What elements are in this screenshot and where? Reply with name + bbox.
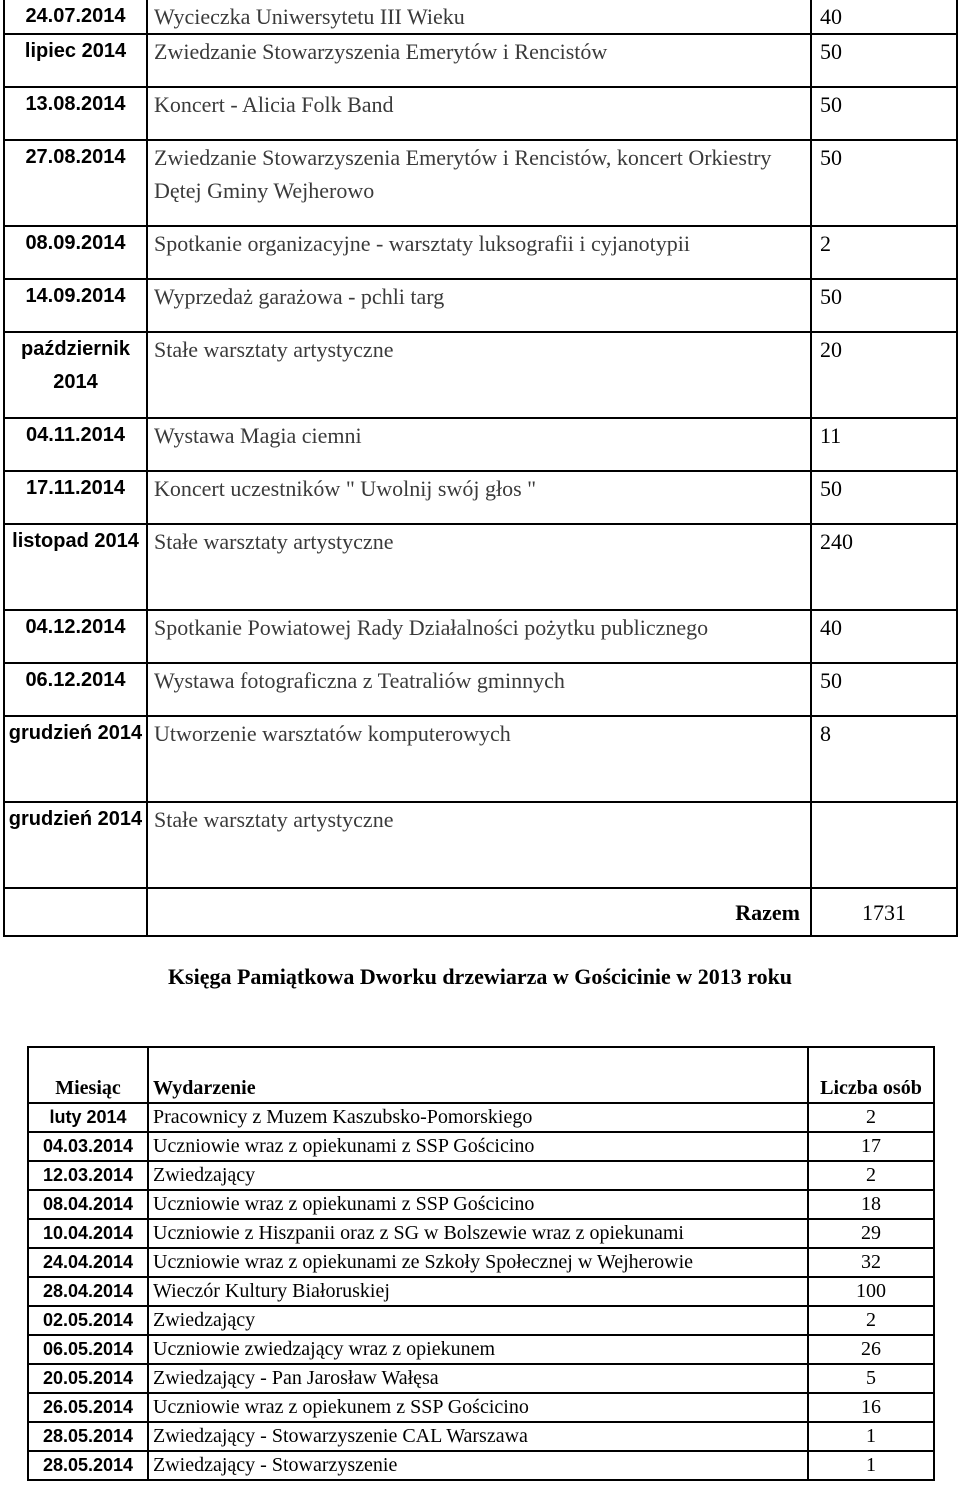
table-row — [4, 279, 957, 332]
table-row — [28, 1161, 934, 1190]
table-row — [4, 524, 957, 610]
row-date: 14.09.2014 — [4, 279, 147, 332]
row-date: 26.05.2014 — [28, 1393, 148, 1422]
row-event: Utworzenie warsztatów komputerowych — [147, 716, 811, 802]
row-event: Pracownicy z Muzem Kaszubsko-Pomorskiego — [148, 1103, 808, 1132]
header-count: Liczba osób — [808, 1047, 934, 1103]
events-table-2014 — [3, 0, 958, 937]
row-count: 5 — [808, 1364, 934, 1393]
table-row — [4, 332, 957, 418]
row-count: 11 — [811, 418, 957, 471]
table-row — [4, 418, 957, 471]
table-row — [28, 1190, 934, 1219]
row-event: Koncert uczestników " Uwolnij swój głos " — [147, 471, 811, 524]
table-row — [28, 1451, 934, 1480]
row-date: listopad 2014 — [4, 524, 147, 610]
row-event: Uczniowie zwiedzający wraz z opiekunem — [148, 1335, 808, 1364]
row-count: 40 — [811, 610, 957, 663]
table-row — [28, 1335, 934, 1364]
table-row — [4, 0, 957, 34]
row-count: 29 — [808, 1219, 934, 1248]
row-date: luty 2014 — [28, 1103, 148, 1132]
row-event: Uczniowie wraz z opiekunami ze Szkoły Społecznej w Wejherowie — [148, 1248, 808, 1277]
row-event: Wycieczka Uniwersytetu III Wieku — [147, 0, 811, 34]
row-count: 8 — [811, 716, 957, 802]
row-date: 04.03.2014 — [28, 1132, 148, 1161]
table-row — [4, 140, 957, 226]
row-date: 17.11.2014 — [4, 471, 147, 524]
row-date: 28.04.2014 — [28, 1277, 148, 1306]
total-row — [4, 888, 957, 936]
row-event: Uczniowie wraz z opiekunami z SSP Gościcino — [148, 1190, 808, 1219]
row-event: Spotkanie Powiatowej Rady Działalności pożytku publicznego — [147, 610, 811, 663]
row-date: 13.08.2014 — [4, 87, 147, 140]
row-count: 1 — [808, 1422, 934, 1451]
table-row — [4, 802, 957, 888]
total-blank — [4, 888, 147, 936]
row-count: 50 — [811, 34, 957, 87]
row-date: 02.05.2014 — [28, 1306, 148, 1335]
row-date: 27.08.2014 — [4, 140, 147, 226]
row-count: 2 — [808, 1161, 934, 1190]
table-row — [4, 716, 957, 802]
row-date: 06.05.2014 — [28, 1335, 148, 1364]
row-date: 12.03.2014 — [28, 1161, 148, 1190]
guestbook-table — [27, 1046, 935, 1481]
row-date: 28.05.2014 — [28, 1451, 148, 1480]
row-event: Uczniowie z Hiszpanii oraz z SG w Bolszewie wraz z opiekunami — [148, 1219, 808, 1248]
row-count — [811, 802, 957, 888]
row-date: 06.12.2014 — [4, 663, 147, 716]
row-event: Zwiedzający - Stowarzyszenie — [148, 1451, 808, 1480]
row-event: Stałe warsztaty artystyczne — [147, 802, 811, 888]
table-row — [28, 1393, 934, 1422]
row-count: 20 — [811, 332, 957, 418]
table-row — [28, 1422, 934, 1451]
table-row — [4, 663, 957, 716]
row-event: Zwiedzający — [148, 1161, 808, 1190]
table-row — [28, 1103, 934, 1132]
row-count: 50 — [811, 87, 957, 140]
row-date: 08.04.2014 — [28, 1190, 148, 1219]
row-event: Zwiedzanie Stowarzyszenia Emerytów i Rencistów, koncert Orkiestry Dętej Gminy Wejherowo — [147, 140, 811, 226]
row-event: Uczniowie wraz z opiekunem z SSP Gościcino — [148, 1393, 808, 1422]
row-count: 2 — [808, 1306, 934, 1335]
row-date: 24.04.2014 — [28, 1248, 148, 1277]
table-row — [4, 87, 957, 140]
row-event: Zwiedzanie Stowarzyszenia Emerytów i Rencistów — [147, 34, 811, 87]
row-count: 50 — [811, 471, 957, 524]
row-count: 17 — [808, 1132, 934, 1161]
row-date: 10.04.2014 — [28, 1219, 148, 1248]
guestbook-heading: Księga Pamiątkowa Dworku drzewiarza w Gościcinie w 2013 roku — [167, 964, 793, 989]
row-date: październik 2014 — [4, 332, 147, 418]
table-row — [28, 1248, 934, 1277]
table-row — [28, 1277, 934, 1306]
row-event: Zwiedzający - Pan Jarosław Wałęsa — [148, 1364, 808, 1393]
row-event: Wyprzedaż garażowa - pchli targ — [147, 279, 811, 332]
row-date: 08.09.2014 — [4, 226, 147, 279]
row-count: 26 — [808, 1335, 934, 1364]
row-event: Wystawa Magia ciemni — [147, 418, 811, 471]
row-count: 40 — [811, 0, 957, 34]
row-date: grudzień 2014 — [4, 716, 147, 802]
total-value: 1731 — [811, 888, 957, 936]
table-row — [28, 1364, 934, 1393]
row-count: 18 — [808, 1190, 934, 1219]
row-count: 2 — [808, 1103, 934, 1132]
row-date: lipiec 2014 — [4, 34, 147, 87]
table-row — [4, 471, 957, 524]
row-count: 32 — [808, 1248, 934, 1277]
row-event: Zwiedzający — [148, 1306, 808, 1335]
row-event: Koncert - Alicia Folk Band — [147, 87, 811, 140]
header-month: Miesiąc — [28, 1047, 148, 1103]
row-event: Stałe warsztaty artystyczne — [147, 524, 811, 610]
table-row — [4, 34, 957, 87]
table-row — [28, 1306, 934, 1335]
row-count: 1 — [808, 1451, 934, 1480]
row-event: Spotkanie organizacyjne - warsztaty luksografii i cyjanotypii — [147, 226, 811, 279]
row-event: Wieczór Kultury Białoruskiej — [148, 1277, 808, 1306]
row-event: Zwiedzający - Stowarzyszenie CAL Warszawa — [148, 1422, 808, 1451]
row-date: 24.07.2014 — [4, 0, 147, 34]
row-date: 04.12.2014 — [4, 610, 147, 663]
row-count: 240 — [811, 524, 957, 610]
row-date: 28.05.2014 — [28, 1422, 148, 1451]
table-row — [28, 1132, 934, 1161]
row-event: Stałe warsztaty artystyczne — [147, 332, 811, 418]
row-count: 50 — [811, 140, 957, 226]
row-count: 16 — [808, 1393, 934, 1422]
table-row — [28, 1219, 934, 1248]
row-date: grudzień 2014 — [4, 802, 147, 888]
row-event: Wystawa fotograficzna z Teatraliów gminnych — [147, 663, 811, 716]
row-count: 50 — [811, 663, 957, 716]
row-count: 100 — [808, 1277, 934, 1306]
row-count: 50 — [811, 279, 957, 332]
row-date: 04.11.2014 — [4, 418, 147, 471]
table-row — [4, 610, 957, 663]
row-count: 2 — [811, 226, 957, 279]
row-date: 20.05.2014 — [28, 1364, 148, 1393]
total-label: Razem — [147, 888, 811, 936]
header-event: Wydarzenie — [148, 1047, 808, 1103]
table-row — [4, 226, 957, 279]
row-event: Uczniowie wraz z opiekunami z SSP Gościcino — [148, 1132, 808, 1161]
